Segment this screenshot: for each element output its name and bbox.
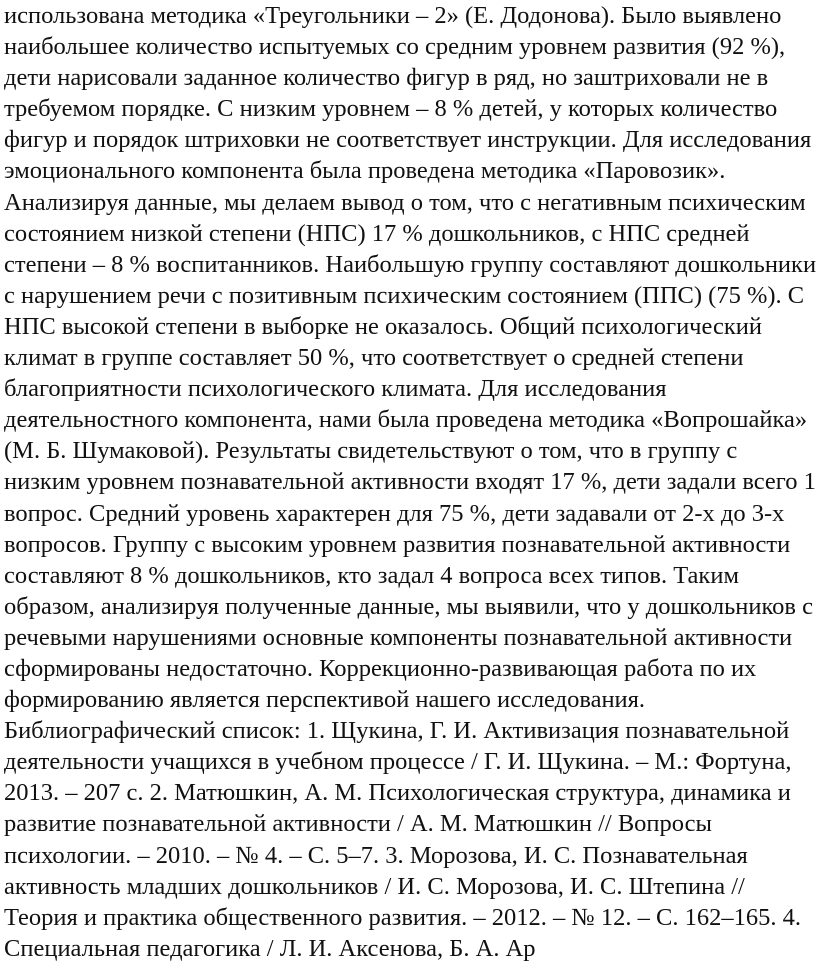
bibliography-line: психологии. – 2010. – № 4. – С. 5–7. 3. Морозова, И. С. Познавательная <box>4 841 748 869</box>
text-line: речевыми нарушениями основные компоненты познавательной активности <box>4 623 793 651</box>
text-line: низким уровнем познавательной активности входят 17 %, дети задали всего 1 <box>4 468 816 496</box>
text-line: степени – 8 % воспитанников. Наибольшую группу составляют дошкольники <box>4 250 816 278</box>
text-line: сформированы недостаточно. Коррекционно-развивающая работа по их <box>4 654 757 682</box>
bibliography-line: Библиографический список: 1. Щукина, Г. И. Активизация познавательной <box>4 717 790 745</box>
bibliography-line: деятельности учащихся в учебном процессе / Г. И. Щукина. – М.: Фортуна, <box>4 748 792 776</box>
text-line: с нарушением речи с позитивным психическим состоянием (ППС) (75 %). С <box>4 281 805 309</box>
text-line: НПС высокой степени в выборке не оказалось. Общий психологический <box>4 312 762 340</box>
text-line: эмоционального компонента была проведена методика «Паровозик». <box>4 157 726 185</box>
bibliography-line: Теория и практика общественного развития. – 2012. – № 12. – С. 162–165. 4. <box>4 903 801 931</box>
bibliography-line: 2013. – 207 с. 2. Матюшкин, А. М. Психологическая структура, динамика и <box>4 779 791 807</box>
text-line: деятельностного компонента, нами была проведена методика «Вопрошайка» <box>4 406 808 434</box>
text-line: благоприятности психологического климата. Для исследования <box>4 375 667 403</box>
text-line: требуемом порядке. С низким уровнем – 8 % детей, у которых количество <box>4 95 778 123</box>
text-line: наибольшее количество испытуемых со средним уровнем развития (92 %), <box>4 33 786 61</box>
text-line: (М. Б. Шумаковой). Результаты свидетельствуют о том, что в группу с <box>4 437 738 465</box>
text-line: образом, анализируя полученные данные, мы выявили, что у дошкольников с <box>4 592 813 620</box>
text-line: вопрос. Средний уровень характерен для 75 %, дети задавали от 2-х до 3-х <box>4 499 785 527</box>
bibliography-line: Специальная педагогика / Л. И. Аксенова, Б. А. Ар <box>4 934 536 962</box>
text-line: климат в группе составляет 50 %, что соответствует о средней степени <box>4 344 744 372</box>
text-line: использована методика «Треугольники – 2» (Е. Додонова). Было выявлено <box>4 2 782 29</box>
bibliography-line: активность младших дошкольников / И. С. Морозова, И. С. Штепина // <box>4 872 745 900</box>
document-page <box>4 0 816 964</box>
text-line: формированию является перспективой нашего исследования. <box>4 686 646 714</box>
text-line: Анализируя данные, мы делаем вывод о том, что с негативным психическим <box>4 188 806 216</box>
text-line: фигур и порядок штриховки не соответствует инструкции. Для исследования <box>4 126 812 154</box>
text-line: состоянием низкой степени (НПС) 17 % дошкольников, с НПС средней <box>4 219 750 247</box>
text-line: составляют 8 % дошкольников, кто задал 4 вопроса всех типов. Таким <box>4 561 739 589</box>
text-line: вопросов. Группу с высоким уровнем развития познавательной активности <box>4 530 791 558</box>
text-line: дети нарисовали заданное количество фигур в ряд, но заштриховали не в <box>4 64 769 92</box>
bibliography-line: развитие познавательной активности / А. М. Матюшкин // Вопросы <box>4 810 712 838</box>
